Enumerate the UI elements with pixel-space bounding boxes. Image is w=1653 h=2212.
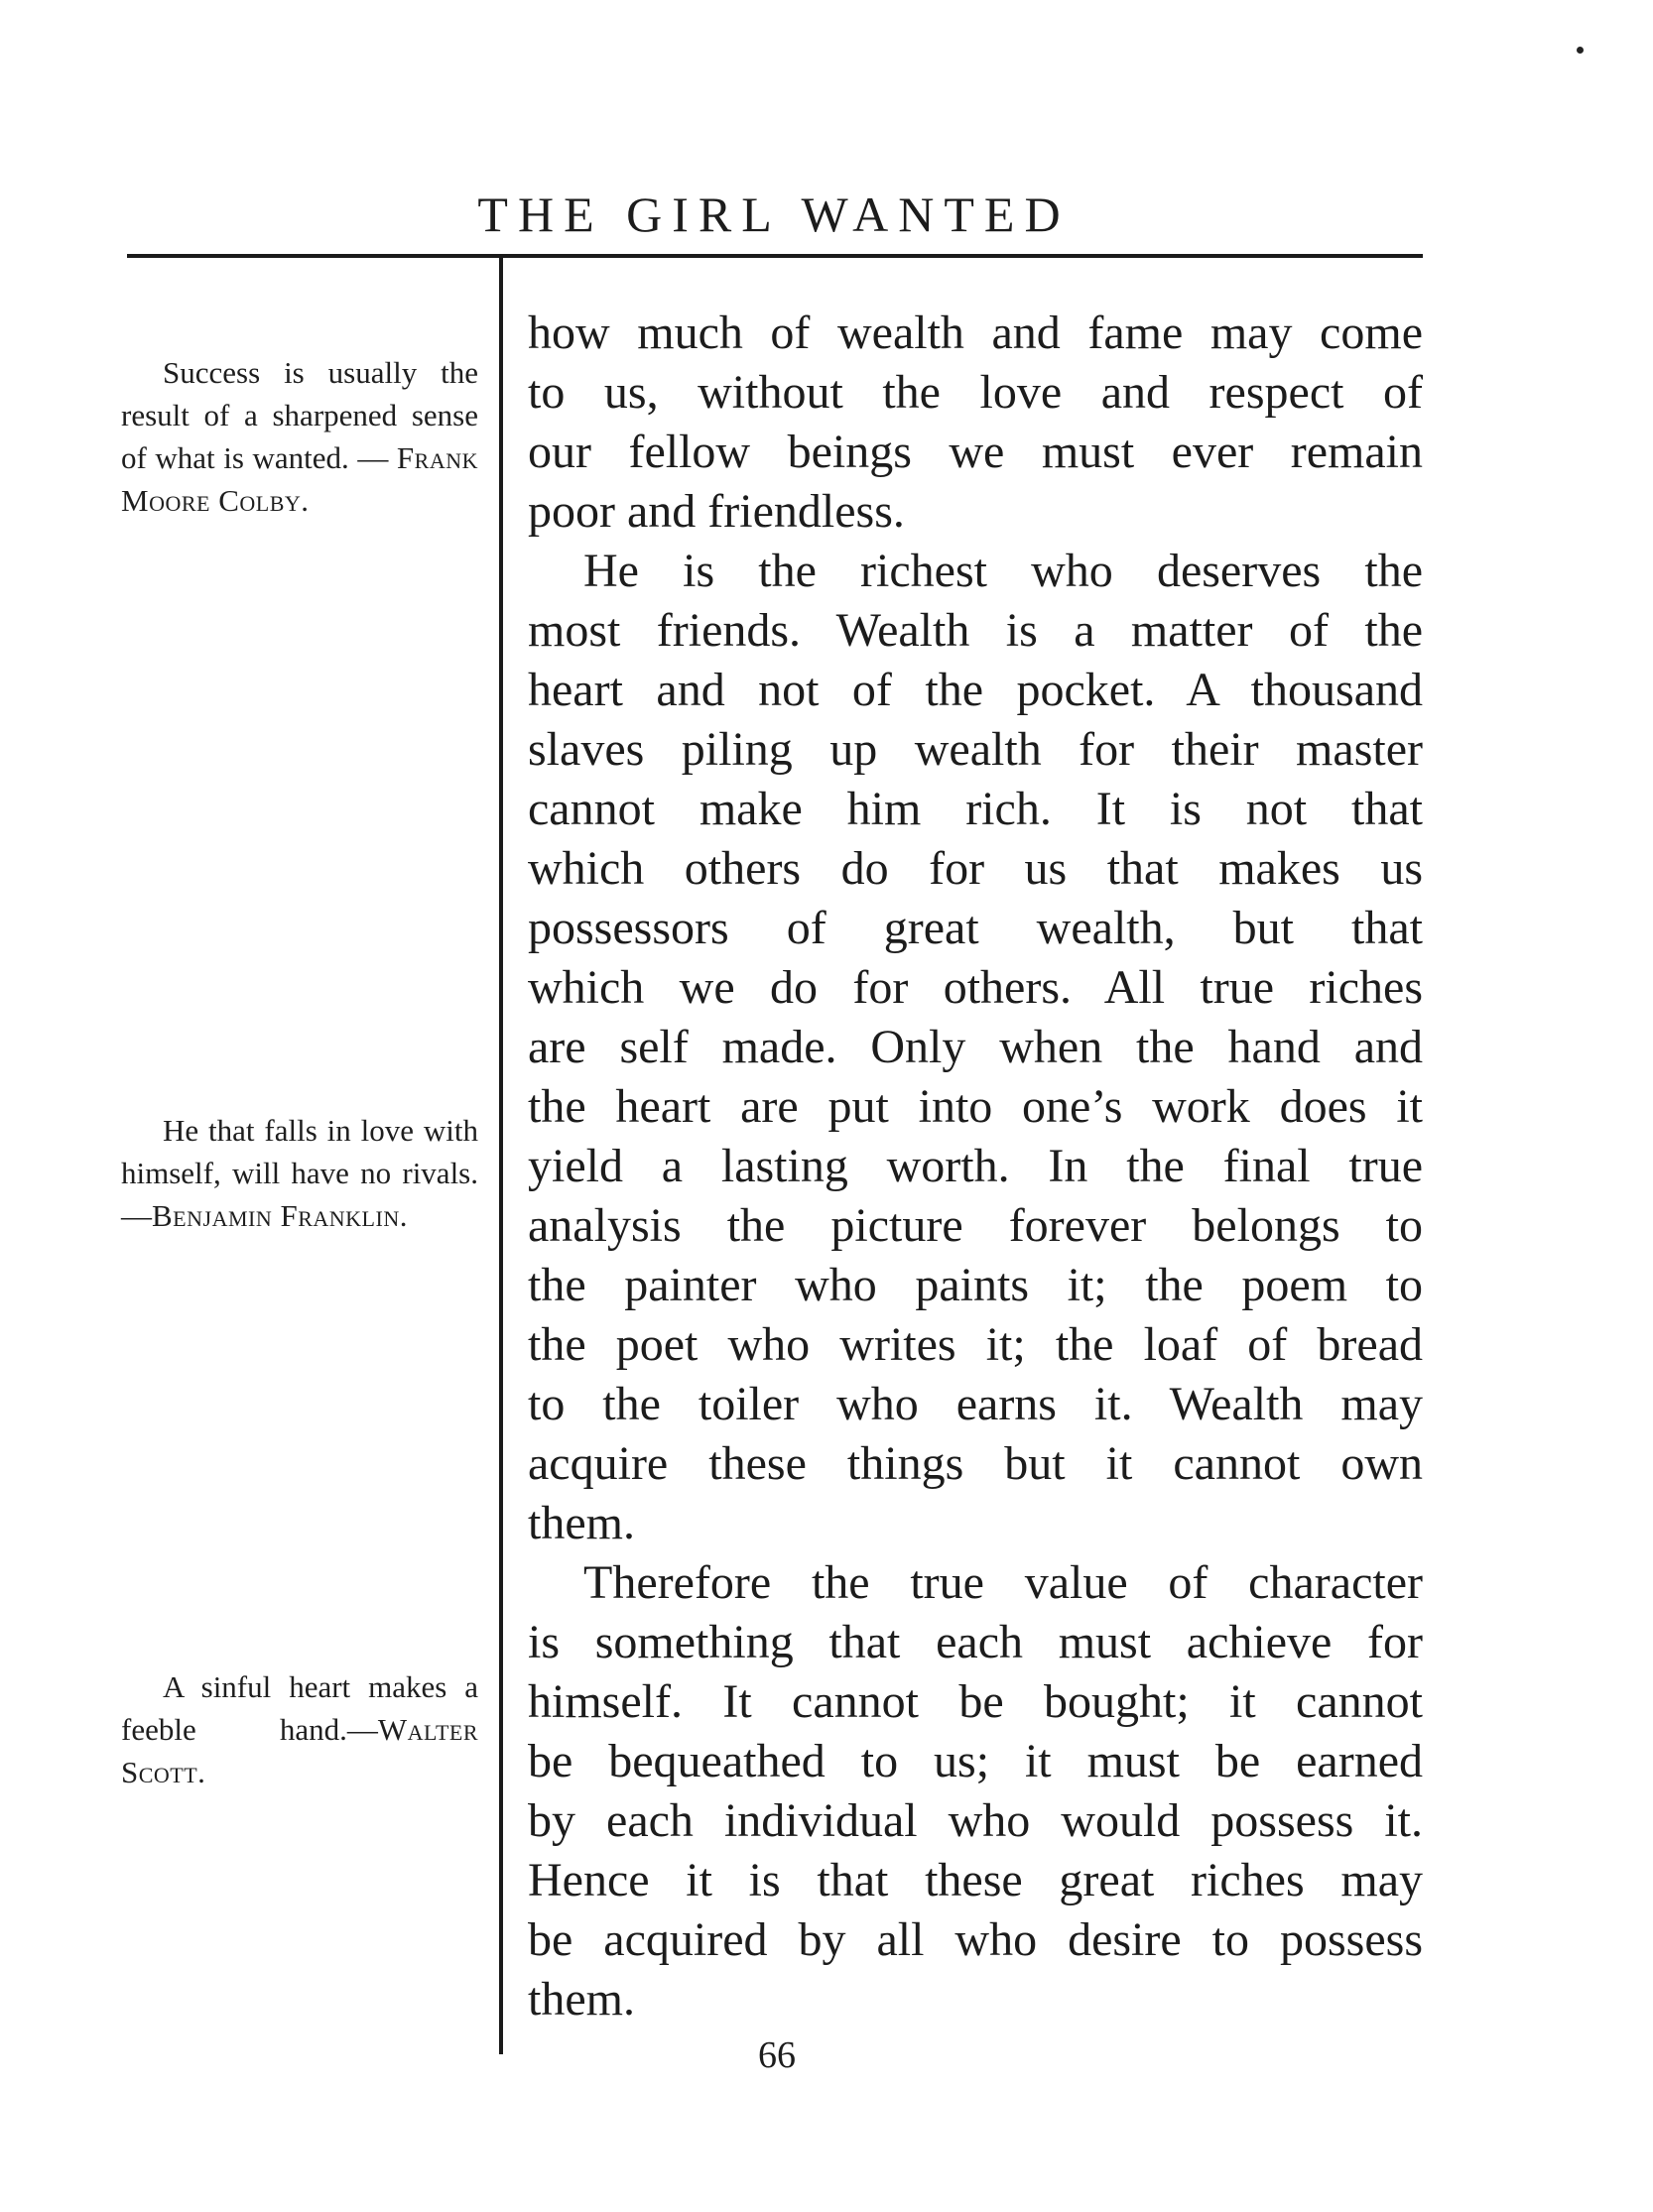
text-line: the heart are put into one’s work does it xyxy=(528,1080,1423,1133)
text-line: Therefore the true value of character xyxy=(583,1556,1423,1609)
text-line: yield a lasting worth. In the final true xyxy=(528,1140,1423,1192)
print-speck xyxy=(1577,47,1584,54)
text-line: Hence it is that these great riches may xyxy=(528,1854,1423,1906)
text-line: which others do for us that makes us xyxy=(528,842,1423,895)
text-line: slaves piling up wealth for their master xyxy=(528,723,1423,776)
margin-quote-text: A sinful heart makes a feeble hand.— xyxy=(121,1669,478,1747)
text-line: acquire these things but it cannot own xyxy=(528,1437,1423,1490)
main-text-column xyxy=(528,304,1423,2029)
text-line: analysis the picture forever belongs to xyxy=(528,1199,1423,1252)
text-line: himself. It cannot be bought; it cannot xyxy=(528,1675,1423,1728)
header-rule xyxy=(127,254,1423,258)
text-line: He is the richest who deserves the xyxy=(583,545,1423,597)
text-line: poor and friendless. xyxy=(528,485,905,538)
margin-quote-author: Walter Scott. xyxy=(121,1712,478,1789)
text-line: them. xyxy=(528,1973,635,2026)
text-line: by each individual who would possess it. xyxy=(528,1794,1423,1847)
running-head-title: THE GIRL WANTED xyxy=(477,186,1071,242)
page-number: 66 xyxy=(758,2034,796,2076)
text-line: heart and not of the pocket. A thousand xyxy=(528,664,1423,716)
text-line: possessors of great wealth, but that xyxy=(528,902,1423,954)
margin-quote-author: Benjamin Franklin. xyxy=(152,1198,408,1233)
margin-quote-text: Success is usually the result of a sharpened sense of what is wanted. — xyxy=(121,355,478,475)
text-line: cannot make him rich. It is not that xyxy=(528,783,1423,835)
margin-quote-colby xyxy=(121,351,478,522)
text-line: are self made. Only when the hand and xyxy=(528,1021,1423,1073)
text-line: how much of wealth and fame may come xyxy=(528,307,1423,359)
margin-quote-franklin xyxy=(121,1109,478,1237)
text-line: be acquired by all who desire to possess xyxy=(528,1913,1423,1966)
text-line: them. xyxy=(528,1497,635,1549)
text-line: be bequeathed to us; it must be earned xyxy=(528,1735,1423,1787)
margin-quote-text: He that falls in love with himself, will have no rivals.— xyxy=(121,1113,478,1233)
margin-quote-author: Frank Moore Colby. xyxy=(121,440,478,518)
text-line: is something that each must achieve for xyxy=(528,1616,1423,1668)
column-divider-rule xyxy=(499,256,503,2054)
text-line: the poet who writes it; the loaf of bread xyxy=(528,1318,1423,1371)
margin-quote-scott xyxy=(121,1665,478,1793)
text-line: our fellow beings we must ever remain xyxy=(528,426,1423,478)
text-line: most friends. Wealth is a matter of the xyxy=(528,604,1423,657)
text-line: which we do for others. All true riches xyxy=(528,961,1423,1014)
text-line: the painter who paints it; the poem to xyxy=(528,1259,1423,1311)
text-line: to us, without the love and respect of xyxy=(528,366,1423,419)
text-line: to the toiler who earns it. Wealth may xyxy=(528,1378,1423,1430)
